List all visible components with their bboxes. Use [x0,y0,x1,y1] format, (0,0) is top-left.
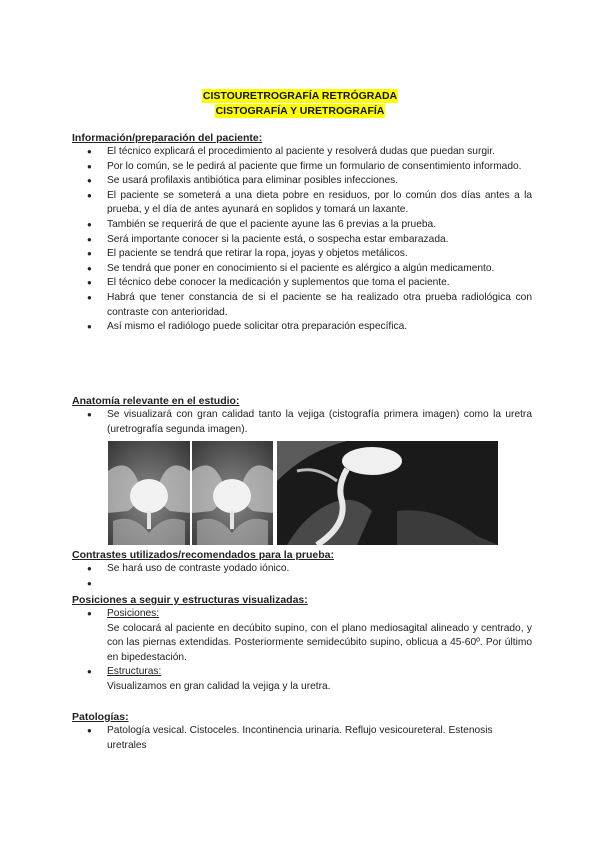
list-item: ● Patología vesical. Cistoceles. Incontinencia urinaria. Reflujo vesicoureteral. Estenosis uretrales [72,724,532,753]
list-item: ● El paciente se tendrá que retirar la ropa, joyas y objetos metálicos. [72,247,532,262]
list-item: ● Se hará uso de contraste yodado iónico. [72,562,532,577]
structures-list [72,665,532,680]
cystogram-image-2 [192,441,273,545]
structures-label: Estructuras: [107,666,162,678]
structures-text: Visualizamos en gran calidad la vejiga y la uretra. [107,680,331,692]
positions-text: Se colocará al paciente en decúbito supino, con el plano mediosagital alineado y centrado, y con las piernas extendidas. Posteriormente semidecúbito supino, oblicua a 45-60º. Por último en bipedestación. [107,622,532,663]
section-positions-heading: Posiciones a seguir y estructuras visualizadas: [72,594,308,606]
title-line-2: CISTOGRAFÍA Y URETROGRAFÍA [215,105,385,117]
list-item [72,607,532,622]
section-pathologies [72,710,532,753]
info-list [72,145,532,335]
positions-label: Posiciones: [107,608,160,619]
section-anatomy [72,394,532,437]
title-line-1: CISTOURETROGRAFÍA RETRÓGRADA [202,90,398,102]
section-pathologies-heading: Patologías: [72,711,129,723]
anatomy-list [72,408,532,437]
section-info-heading: Información/preparación del paciente: [72,132,263,144]
list-item [72,665,532,680]
urethrogram-image [277,441,498,545]
section-anatomy-heading: Anatomía relevante en el estudio: [72,395,240,407]
list-item: ● Se tendrá que poner en conocimiento si el paciente es alérgico a algún medicamento. [72,262,532,277]
list-item: ● El técnico debe conocer la medicación y suplementos que toma el paciente. [72,276,532,291]
list-item: ● El paciente se someterá a una dieta pobre en residuos, por lo común dos días antes a la prueba, y el día de antes ayunará en soplidos y tomará un laxante. [72,189,532,218]
list-item: ● Se usará profilaxis antibiótica para eliminar posibles infecciones. [72,174,532,189]
list-item: ● Se visualizará con gran calidad tanto la vejiga (cistografía primera imagen) como la uretra (uretrografía segunda imagen). [72,408,532,437]
list-item [72,577,532,592]
section-contrast [72,548,532,591]
positions-list [72,607,532,622]
list-item: ● Por lo común, se le pedirá al paciente que firme un formulario de consentimiento informado. [72,160,532,175]
list-item: ● El técnico explicará el procedimiento al paciente y resolverá dudas que puedan surgir. [72,145,532,160]
contrast-list [72,562,532,591]
document-title [0,86,600,116]
section-positions [72,593,532,695]
radiograph-images [108,441,498,545]
section-contrast-heading: Contrastes utilizados/recomendados para la prueba: [72,549,334,561]
list-item: ● Habrá que tener constancia de si el paciente se ha realizado otra prueba radiológica con contraste con anterioridad. [72,291,532,320]
list-item: ● Así mismo el radiólogo puede solicitar otra preparación específica. [72,320,532,335]
section-info [72,131,532,335]
list-item: ● Será importante conocer si la paciente está, o sospecha estar embarazada. [72,233,532,248]
pathologies-list [72,724,532,753]
list-item: ● También se requerirá de que el paciente ayune las 6 previas a la prueba. [72,218,532,233]
cystogram-image-1 [108,441,190,545]
